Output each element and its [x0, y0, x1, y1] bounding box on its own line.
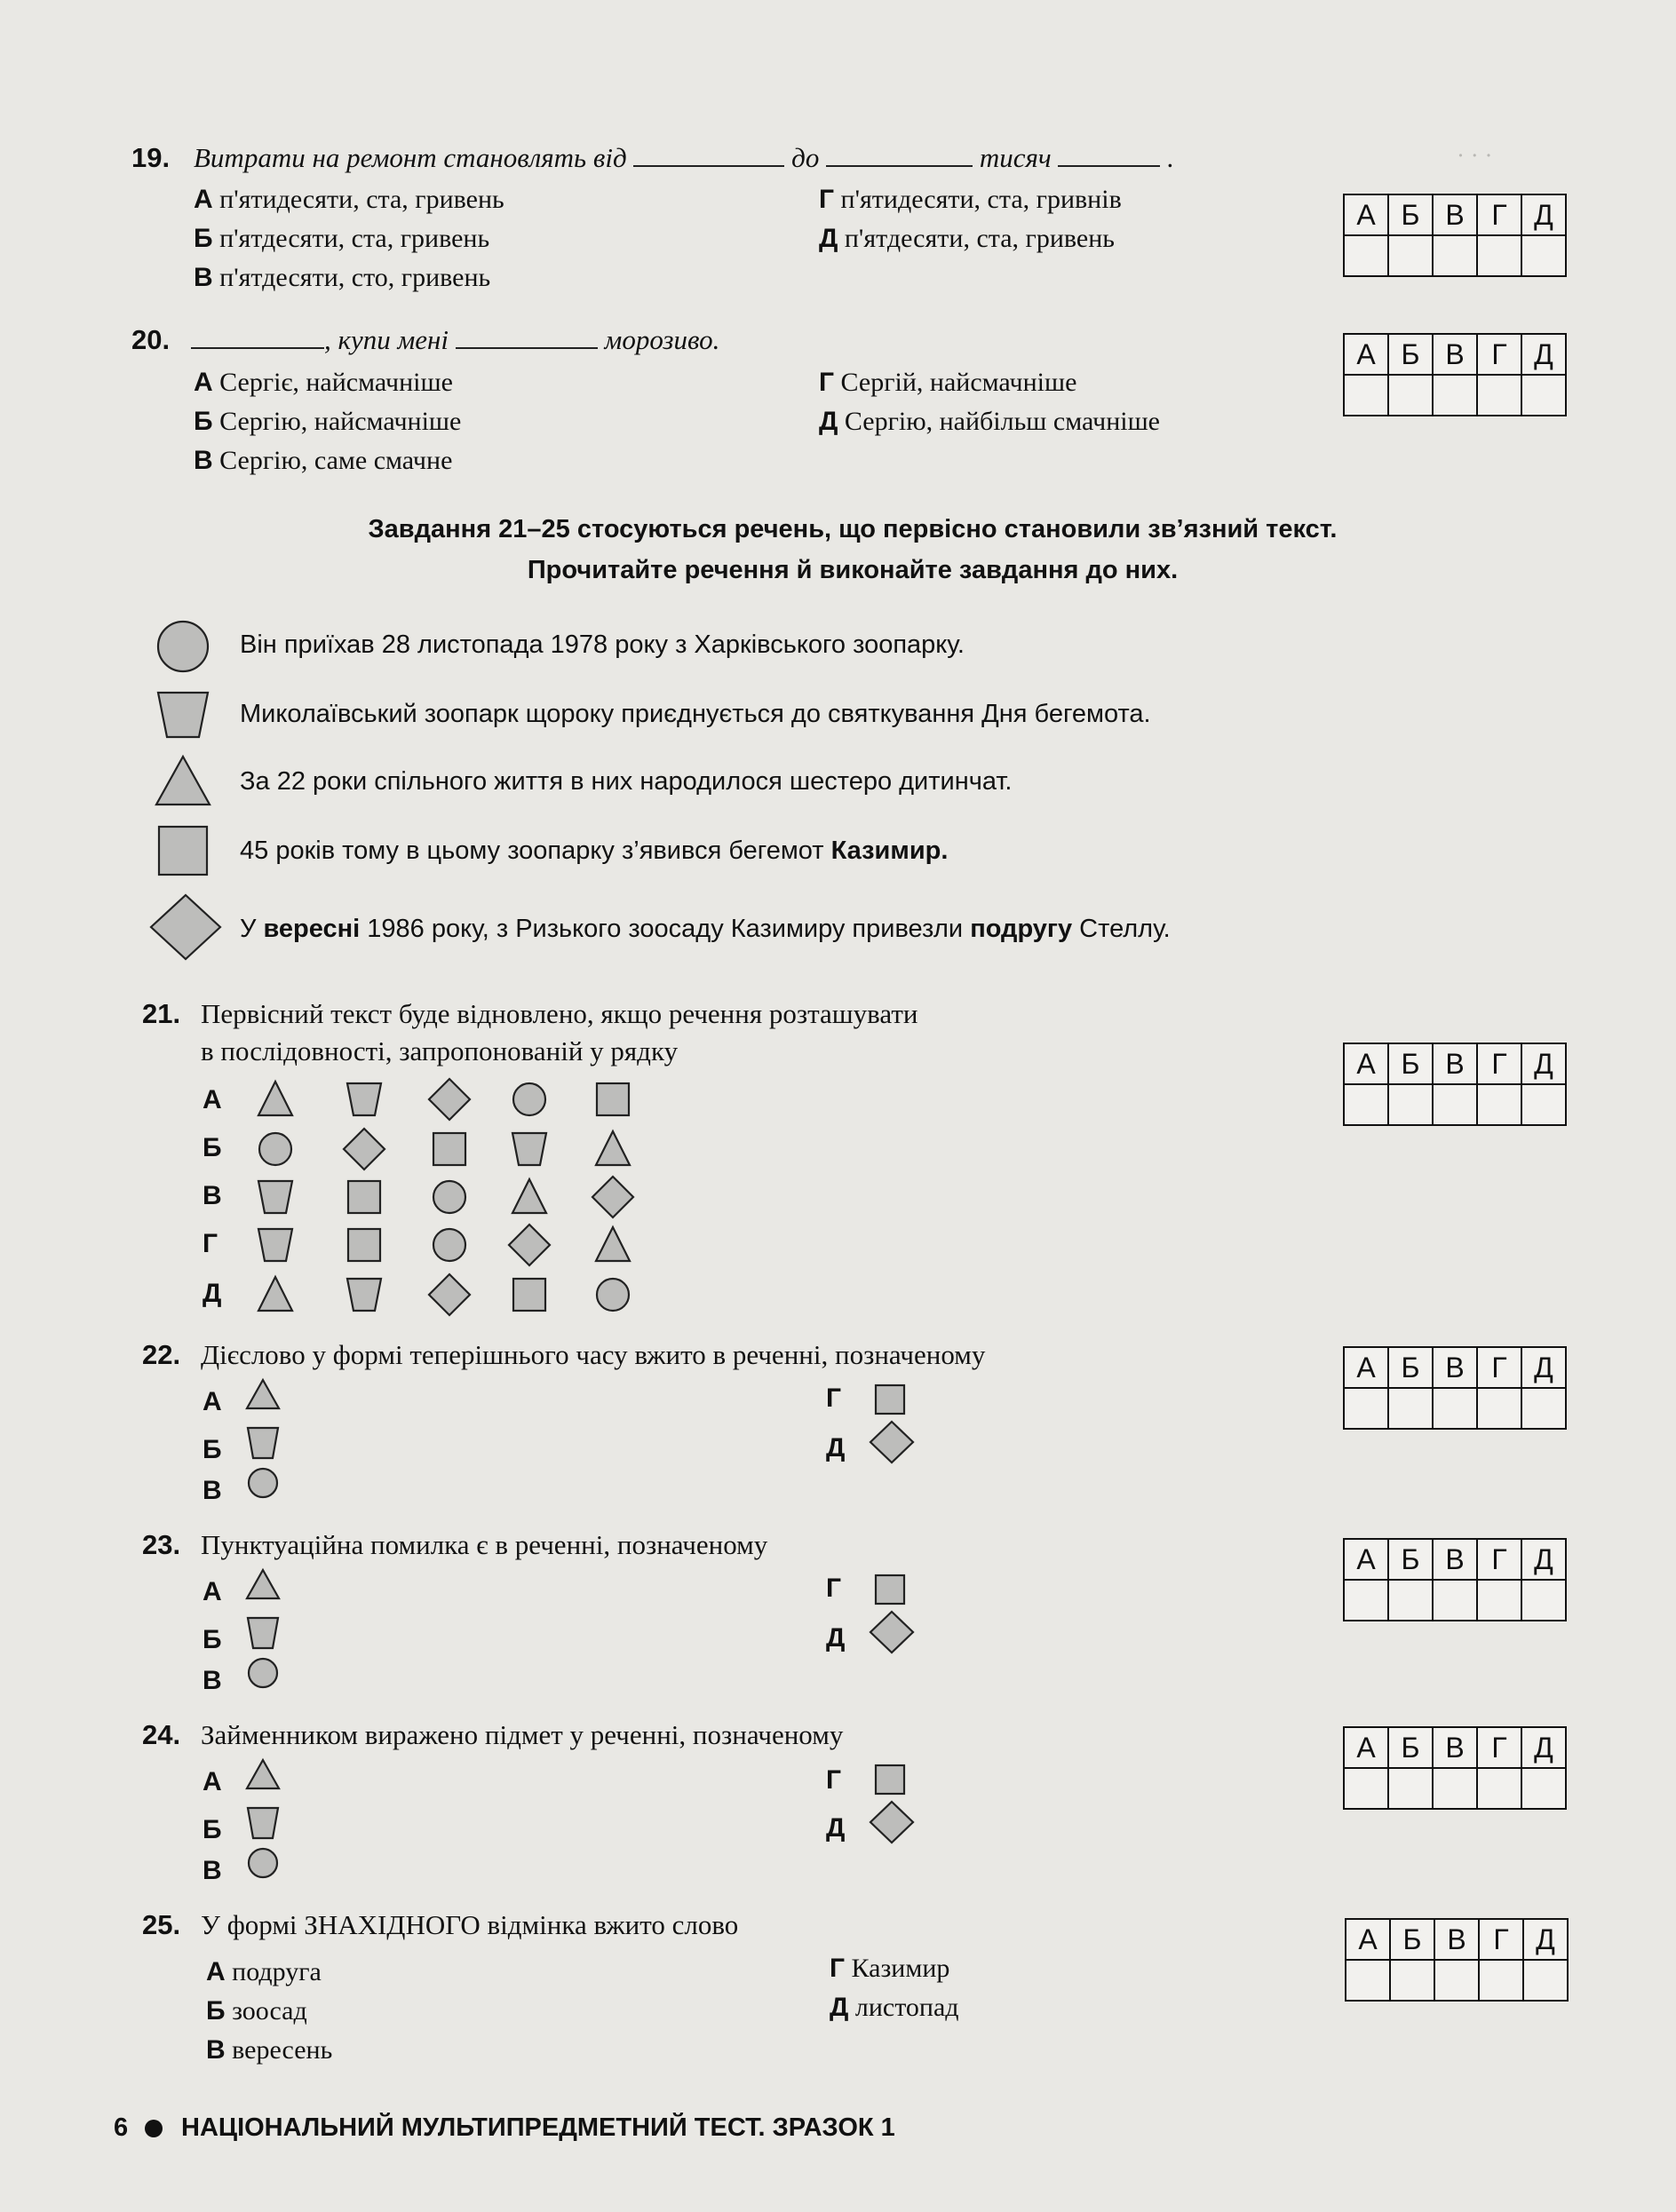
grid-letter: Д	[1521, 1727, 1566, 1768]
answer-cell[interactable]	[1344, 1768, 1388, 1809]
answer-cell[interactable]	[1344, 1388, 1388, 1429]
answer-cell[interactable]	[1521, 1768, 1566, 1809]
footer-title: НАЦІОНАЛЬНИЙ МУЛЬТИПРЕДМЕТНИЙ ТЕСТ. ЗРАЗОК 1	[181, 2113, 895, 2142]
instructions-line-2: Прочитайте речення й виконайте завдання до них.	[527, 556, 1179, 584]
diamond-symbol	[867, 1799, 917, 1845]
diamond-symbol	[509, 1225, 550, 1265]
q20-option-c: В Сергію, саме смачне	[194, 446, 453, 475]
grid-letter: В	[1434, 1919, 1479, 1960]
diamond-symbol	[146, 892, 226, 963]
q19-stem-part-2: до	[791, 142, 820, 173]
diamond-symbol	[592, 1177, 633, 1217]
answer-cell[interactable]	[1344, 1084, 1388, 1125]
grid-letter: А	[1344, 1043, 1388, 1084]
q20-option-a: А Сергіє, найсмачніше	[194, 368, 453, 397]
square-symbol	[870, 1572, 909, 1607]
q21-row-letter-b: Б	[203, 1133, 222, 1162]
triangle-symbol	[596, 1131, 630, 1165]
bleed-through: · · ·	[1457, 142, 1493, 169]
q19-number: 19.	[131, 142, 171, 173]
q22-letter-c: В	[203, 1476, 222, 1505]
q24-letter-e: Д	[826, 1813, 846, 1843]
answer-cell[interactable]	[1433, 1768, 1477, 1809]
square-symbol	[433, 1133, 465, 1165]
q21-symbol-rows	[240, 1076, 666, 1325]
q25-option-a: А подруга	[206, 1957, 322, 1986]
grid-letter: А	[1346, 1919, 1390, 1960]
q19-stem-part-3: тисяч	[979, 142, 1052, 173]
grid-letter: Б	[1388, 1043, 1433, 1084]
q20-blank-1	[191, 326, 324, 349]
q19-stem: Витрати на ремонт становлять від до тисяч .	[194, 142, 1174, 173]
grid-letter: Г	[1477, 1043, 1521, 1084]
q24-letter-c: В	[203, 1856, 222, 1885]
answer-cell[interactable]	[1433, 1580, 1477, 1621]
triangle-symbol	[258, 1277, 292, 1311]
q22-letter-a: А	[203, 1387, 222, 1416]
q24-letter-d: Г	[826, 1765, 842, 1795]
circle-symbol	[259, 1133, 291, 1165]
answer-cell[interactable]	[1477, 1388, 1521, 1429]
q25-answer-grid[interactable]	[1345, 1918, 1569, 2002]
circle-symbol	[243, 1845, 282, 1881]
q24-letter-b: Б	[203, 1815, 222, 1844]
answer-cell[interactable]	[1433, 375, 1477, 416]
sentence-trapezoid: Миколаївський зоопарк щороку приєднується до святкування Дня бегемота.	[240, 700, 1151, 728]
q22-letter-e: Д	[826, 1433, 846, 1463]
answer-cell[interactable]	[1479, 1960, 1523, 2001]
trapezoid-symbol	[243, 1804, 282, 1843]
grid-letter: В	[1433, 1347, 1477, 1388]
q23-letter-d: Г	[826, 1574, 842, 1603]
answer-cell[interactable]	[1388, 1084, 1433, 1125]
circle-symbol	[243, 1655, 282, 1691]
trapezoid-symbol	[258, 1229, 292, 1261]
answer-cell[interactable]	[1388, 1388, 1433, 1429]
answer-cell[interactable]	[1346, 1960, 1390, 2001]
q20-stem-part-2: морозиво.	[604, 324, 720, 355]
circle-symbol	[151, 620, 213, 675]
answer-cell[interactable]	[1433, 235, 1477, 276]
answer-cell[interactable]	[1388, 375, 1433, 416]
diamond-symbol	[867, 1419, 917, 1465]
answer-cell[interactable]	[1521, 1388, 1566, 1429]
triangle-symbol	[258, 1082, 292, 1115]
diamond-symbol	[867, 1609, 917, 1655]
q21-stem-line-2: в послідовності, запропонованій у рядку	[201, 1035, 679, 1066]
grid-letter: Б	[1388, 1347, 1433, 1388]
answer-cell[interactable]	[1521, 375, 1566, 416]
page-number: 6	[114, 2113, 129, 2142]
trapezoid-symbol	[258, 1181, 292, 1213]
answer-cell[interactable]	[1433, 1084, 1477, 1125]
q19-stem-part-1: Витрати на ремонт становлять від	[194, 142, 627, 173]
trapezoid-symbol	[243, 1614, 282, 1653]
trapezoid-symbol	[512, 1133, 546, 1165]
grid-letter: Г	[1477, 1539, 1521, 1580]
q19-blank-3	[1058, 144, 1160, 167]
q23-number: 23.	[142, 1529, 181, 1560]
q19-answer-grid[interactable]	[1343, 194, 1567, 277]
grid-letter: Г	[1477, 1347, 1521, 1388]
grid-letter: Д	[1523, 1919, 1568, 1960]
answer-cell[interactable]	[1344, 375, 1388, 416]
q23-letter-c: В	[203, 1666, 222, 1695]
q24-letter-a: А	[203, 1767, 222, 1796]
grid-letter: Д	[1521, 334, 1566, 375]
grid-letter: Б	[1388, 1539, 1433, 1580]
grid-letter: А	[1344, 194, 1388, 235]
square-symbol	[597, 1083, 629, 1115]
q22-letter-b: Б	[203, 1435, 222, 1464]
grid-letter: Г	[1477, 1727, 1521, 1768]
q23-stem: Пунктуаційна помилка є в реченні, позначеному	[201, 1529, 768, 1560]
answer-cell[interactable]	[1433, 1388, 1477, 1429]
grid-letter: В	[1433, 1727, 1477, 1768]
q21-stem-line-1: Первісний текст буде відновлено, якщо речення розташувати	[201, 998, 918, 1029]
answer-cell[interactable]	[1388, 235, 1433, 276]
answer-cell[interactable]	[1477, 375, 1521, 416]
circle-symbol	[433, 1181, 465, 1213]
answer-cell[interactable]	[1388, 1580, 1433, 1621]
q25-option-e: Д листопад	[830, 1993, 959, 2022]
q21-row-letter-c: В	[203, 1181, 222, 1210]
trapezoid-symbol	[347, 1083, 381, 1115]
triangle-symbol	[151, 753, 213, 808]
grid-letter: Б	[1390, 1919, 1434, 1960]
circle-symbol	[433, 1229, 465, 1261]
answer-cell[interactable]	[1434, 1960, 1479, 2001]
grid-letter: А	[1344, 1347, 1388, 1388]
answer-cell[interactable]	[1344, 1580, 1388, 1621]
q25-option-d: Г Казимир	[830, 1954, 950, 1983]
grid-letter: А	[1344, 1727, 1388, 1768]
q23-answer-grid[interactable]	[1343, 1538, 1567, 1621]
q21-number: 21.	[142, 998, 181, 1029]
triangle-symbol	[596, 1227, 630, 1261]
q23-letter-a: А	[203, 1577, 222, 1606]
diamond-symbol	[429, 1274, 470, 1315]
grid-letter: А	[1344, 1539, 1388, 1580]
sentence-diamond: У вересні 1986 року, з Ризького зоосаду Казимиру привезли подругу Стеллу.	[240, 915, 1171, 943]
q22-letter-d: Г	[826, 1383, 842, 1413]
square-symbol	[870, 1762, 909, 1797]
answer-cell[interactable]	[1523, 1960, 1568, 2001]
q21-row-letter-a: А	[203, 1085, 222, 1114]
grid-letter: Г	[1479, 1919, 1523, 1960]
q23-letter-b: Б	[203, 1625, 222, 1654]
grid-letter: В	[1433, 194, 1477, 235]
trapezoid-symbol	[347, 1279, 381, 1311]
q20-option-e: Д Сергію, найбільш смачніше	[819, 407, 1160, 436]
q20-stem-part-1: , купи мені	[324, 324, 449, 355]
triangle-symbol	[243, 1376, 282, 1412]
answer-cell[interactable]	[1344, 235, 1388, 276]
bullet-icon	[142, 2117, 165, 2140]
triangle-symbol	[512, 1179, 546, 1213]
q25-number: 25.	[142, 1909, 181, 1940]
grid-letter: Г	[1477, 194, 1521, 235]
circle-symbol	[243, 1465, 282, 1501]
q19-blank-2	[826, 144, 973, 167]
answer-cell[interactable]	[1388, 1768, 1433, 1809]
answer-cell[interactable]	[1521, 1580, 1566, 1621]
q24-number: 24.	[142, 1719, 181, 1750]
circle-symbol	[597, 1279, 629, 1311]
square-symbol	[151, 822, 213, 879]
q23-letter-e: Д	[826, 1623, 846, 1653]
square-symbol	[348, 1229, 380, 1261]
grid-letter: Д	[1521, 1347, 1566, 1388]
grid-letter: Д	[1521, 1539, 1566, 1580]
q19-option-a: А п'ятидесяти, ста, гривень	[194, 185, 504, 214]
grid-letter: Г	[1477, 334, 1521, 375]
diamond-symbol	[344, 1129, 385, 1169]
grid-letter: Б	[1388, 334, 1433, 375]
q25-option-c: В вересень	[206, 2035, 333, 2065]
q22-number: 22.	[142, 1339, 181, 1370]
q19-option-d: Г п'ятидесяти, ста, гривнів	[819, 185, 1122, 214]
q20-option-b: Б Сергію, найсмачніше	[194, 407, 462, 436]
grid-letter: Д	[1521, 1043, 1566, 1084]
q25-stem: У формі ЗНАХІДНОГО відмінка вжито слово	[201, 1909, 739, 1940]
trapezoid-symbol	[151, 687, 213, 742]
answer-cell[interactable]	[1477, 1084, 1521, 1125]
answer-cell[interactable]	[1477, 235, 1521, 276]
grid-letter: Б	[1388, 1727, 1433, 1768]
q24-stem: Займенником виражено підмет у реченні, позначеному	[201, 1719, 844, 1750]
square-symbol	[870, 1382, 909, 1417]
grid-letter: Б	[1388, 194, 1433, 235]
sentence-circle: Він приїхав 28 листопада 1978 року з Харківського зоопарку.	[240, 630, 965, 659]
q19-option-b: Б п'ятдесяти, ста, гривень	[194, 224, 490, 253]
q25-option-b: Б зоосад	[206, 1996, 307, 2026]
grid-letter: Д	[1521, 194, 1566, 235]
answer-cell[interactable]	[1521, 1084, 1566, 1125]
q20-stem	[191, 324, 719, 356]
q21-row-letter-e: Д	[203, 1279, 222, 1308]
q19-option-e: Д п'ятдесяти, ста, гривень	[819, 224, 1115, 253]
sentence-triangle: За 22 роки спільного життя в них народилося шестеро дитинчат.	[240, 767, 1013, 796]
grid-letter: В	[1433, 1043, 1477, 1084]
q22-stem: Дієслово у формі теперішнього часу вжито в реченні, позначеному	[201, 1339, 986, 1370]
q20-answer-grid[interactable]	[1343, 333, 1567, 416]
answer-cell[interactable]	[1521, 235, 1566, 276]
answer-cell[interactable]	[1390, 1960, 1434, 2001]
triangle-symbol	[243, 1756, 282, 1792]
circle-symbol	[513, 1083, 545, 1115]
grid-letter: А	[1344, 334, 1388, 375]
instructions-line-1: Завдання 21–25 стосуються речень, що первісно становили зв’язний текст.	[368, 515, 1338, 543]
answer-cell[interactable]	[1477, 1768, 1521, 1809]
q21-row-letter-d: Г	[203, 1229, 218, 1258]
q20-number: 20.	[131, 324, 171, 355]
q24-answer-grid[interactable]	[1343, 1726, 1567, 1810]
q22-answer-grid[interactable]	[1343, 1346, 1567, 1430]
sentence-square: 45 років тому в цьому зоопарку з’явився бегемот Казимир.	[240, 836, 949, 865]
answer-cell[interactable]	[1477, 1580, 1521, 1621]
q19-option-c: В п'ятдесяти, сто, гривень	[194, 263, 491, 292]
grid-letter: В	[1433, 334, 1477, 375]
square-symbol	[513, 1279, 545, 1311]
q21-answer-grid[interactable]	[1343, 1043, 1567, 1126]
q19-blank-1	[633, 144, 784, 167]
trapezoid-symbol	[243, 1424, 282, 1463]
q20-option-d: Г Сергій, найсмачніше	[819, 368, 1077, 397]
q20-blank-2	[456, 326, 598, 349]
diamond-symbol	[429, 1079, 470, 1120]
square-symbol	[348, 1181, 380, 1213]
triangle-symbol	[243, 1566, 282, 1602]
grid-letter: В	[1433, 1539, 1477, 1580]
